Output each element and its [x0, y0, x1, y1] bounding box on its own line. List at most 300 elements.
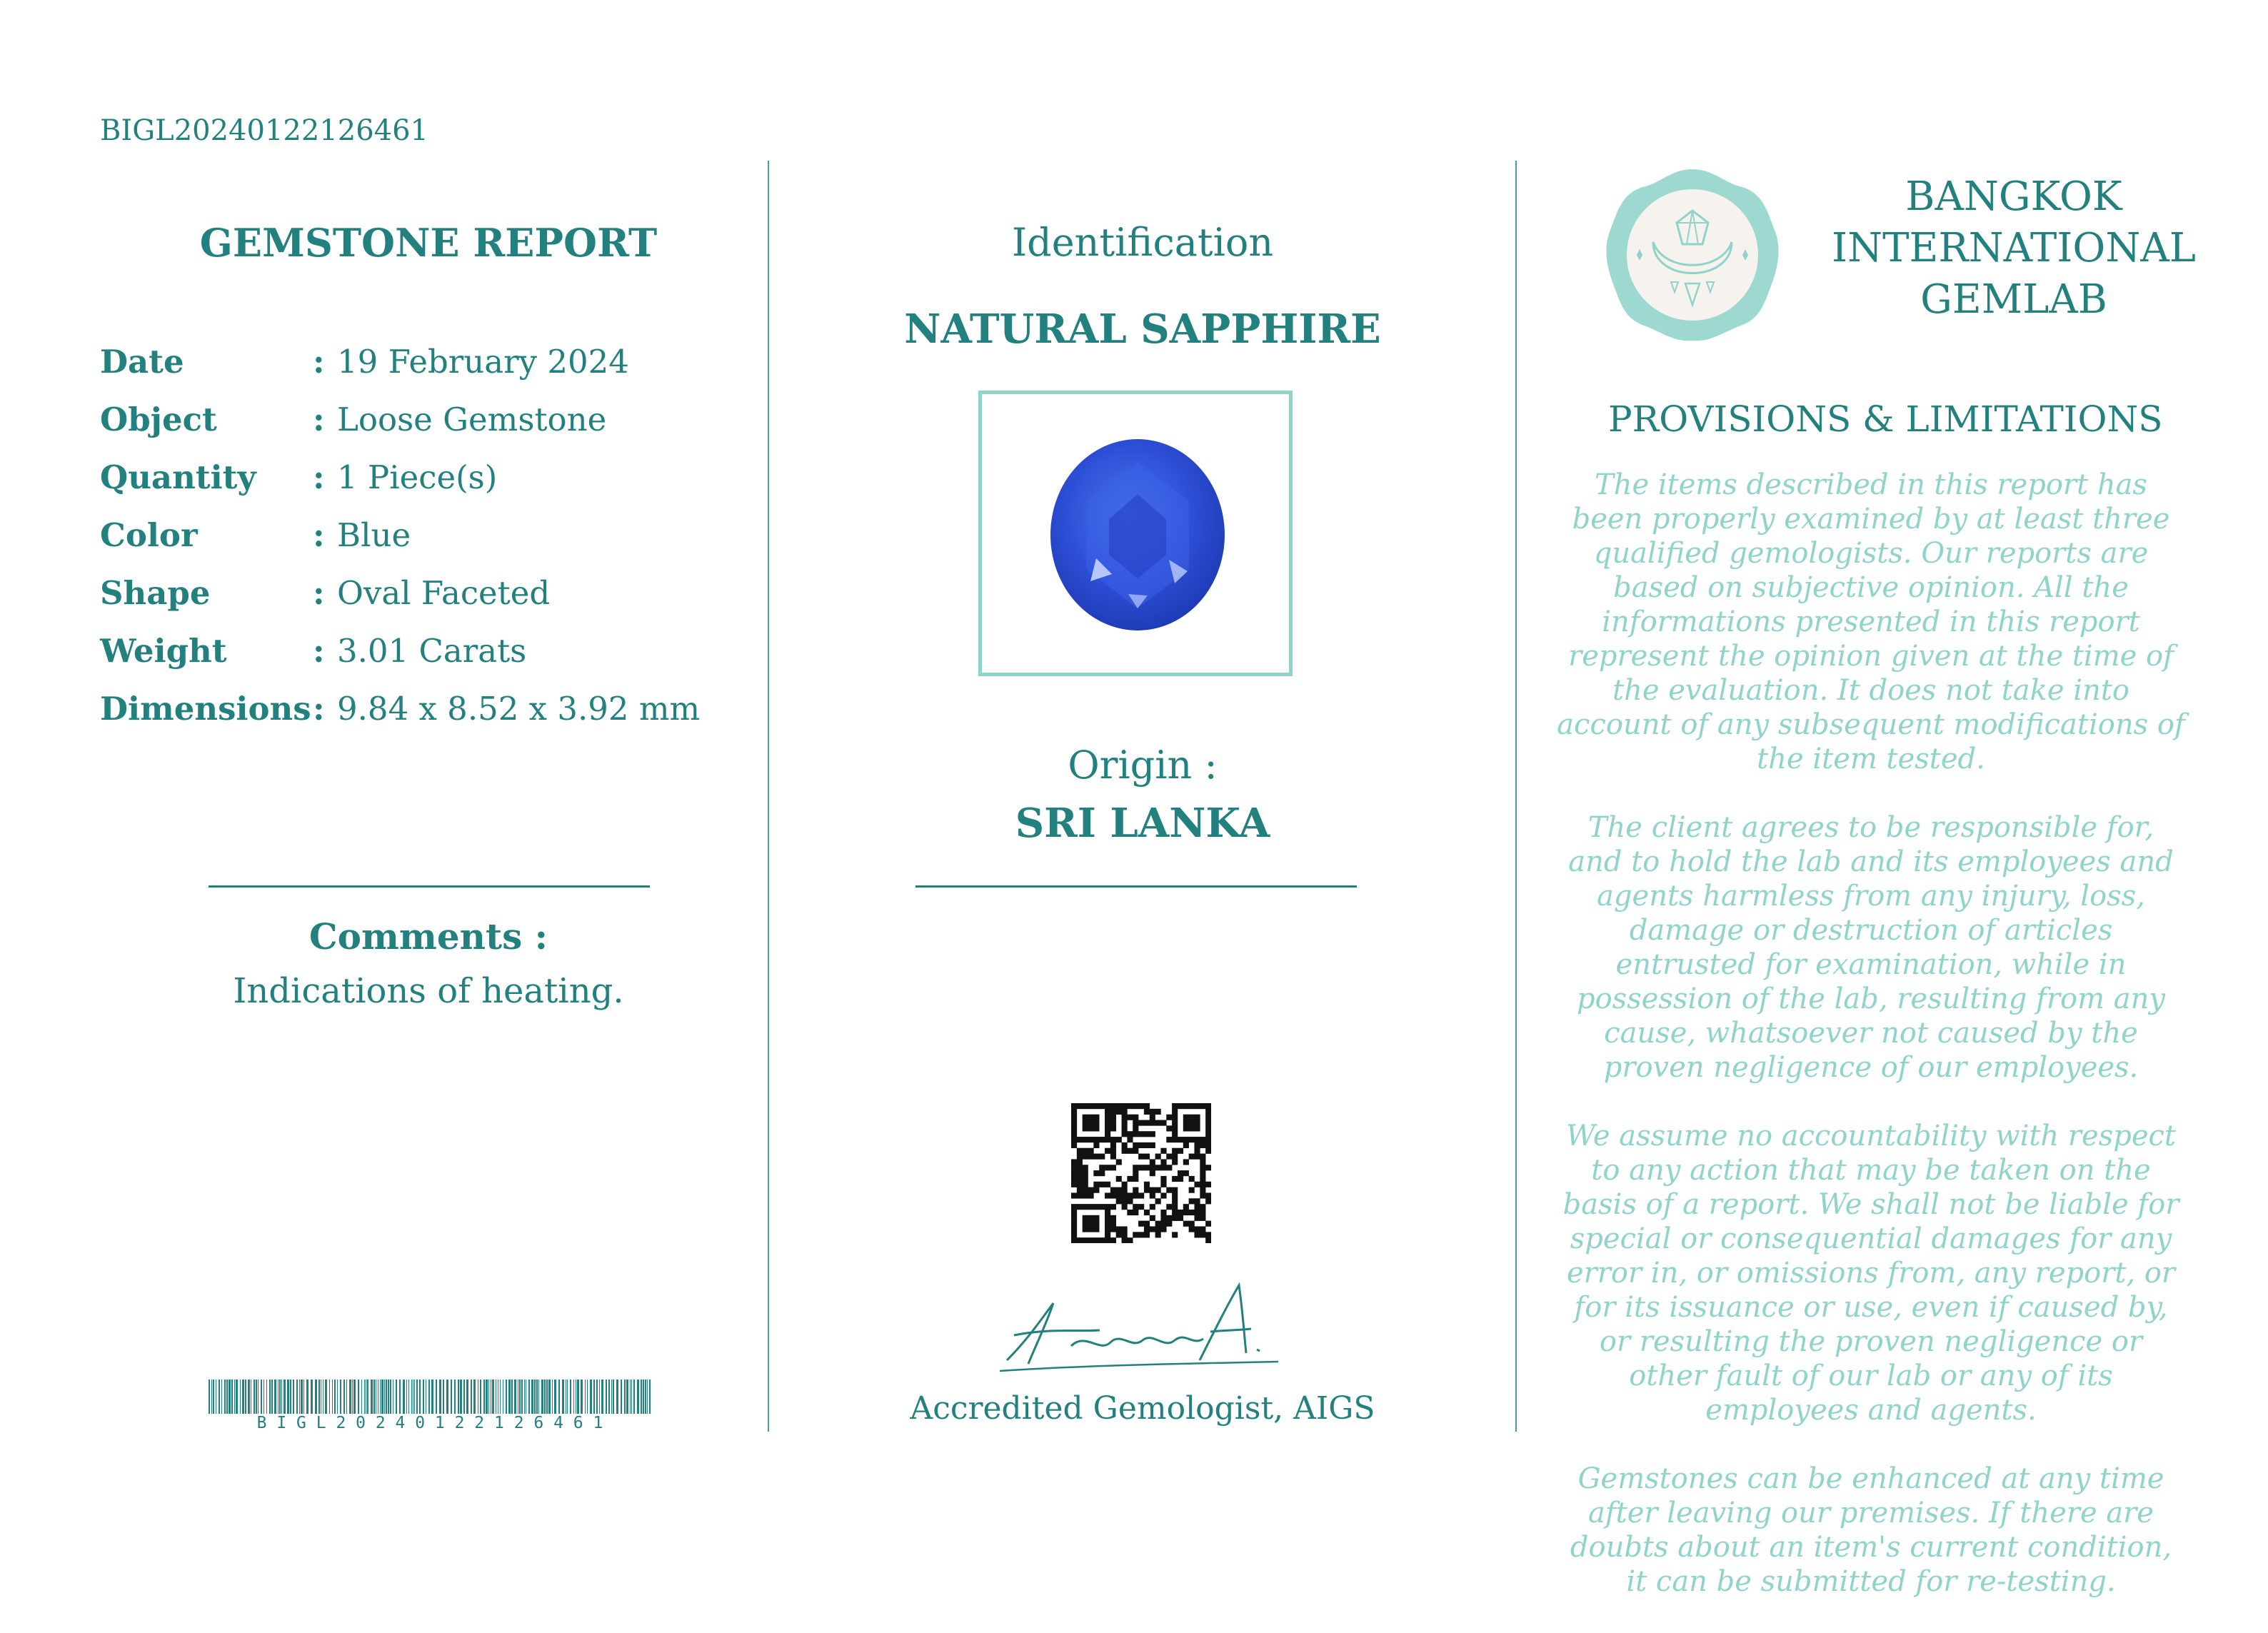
qr-module — [1200, 1192, 1205, 1198]
barcode-bar — [581, 1380, 583, 1414]
barcode-bar — [337, 1380, 338, 1414]
qr-module — [1088, 1115, 1094, 1120]
barcode-bar — [528, 1380, 530, 1414]
qr-module — [1205, 1221, 1211, 1227]
qr-module — [1144, 1103, 1150, 1109]
barcode-bar — [290, 1380, 291, 1414]
qr-module — [1189, 1103, 1195, 1109]
qr-module — [1110, 1165, 1116, 1170]
qr-module — [1183, 1159, 1189, 1165]
qr-module — [1133, 1148, 1138, 1154]
qr-module — [1110, 1187, 1116, 1193]
barcode-bar — [271, 1380, 273, 1414]
qr-module — [1138, 1142, 1144, 1148]
qr-module — [1172, 1232, 1178, 1237]
barcode-bar — [353, 1380, 356, 1414]
qr-module — [1160, 1159, 1166, 1165]
qr-module — [1077, 1237, 1083, 1243]
qr-module — [1172, 1115, 1178, 1120]
barcode-bar — [236, 1380, 238, 1414]
qr-module — [1110, 1215, 1116, 1221]
qr-module — [1133, 1103, 1138, 1109]
qr-module — [1071, 1159, 1077, 1165]
barcode-bar — [416, 1380, 418, 1414]
qr-module — [1172, 1204, 1178, 1210]
field-colon: : — [313, 574, 325, 612]
barcode-bar — [506, 1380, 507, 1414]
lab-name — [1828, 171, 2199, 326]
qr-module — [1122, 1125, 1128, 1131]
barcode-bar — [224, 1380, 226, 1414]
qr-module — [1205, 1182, 1211, 1187]
barcode-bar — [380, 1380, 381, 1414]
qr-module — [1205, 1125, 1211, 1131]
qr-module — [1183, 1170, 1189, 1176]
qr-module — [1116, 1226, 1122, 1232]
qr-module — [1083, 1165, 1088, 1170]
field-label: Object — [100, 401, 217, 438]
qr-module — [1110, 1148, 1116, 1154]
qr-module — [1077, 1159, 1083, 1165]
qr-module — [1138, 1165, 1144, 1170]
qr-module — [1166, 1125, 1172, 1131]
qr-module — [1110, 1125, 1116, 1131]
barcode-bar — [633, 1380, 635, 1414]
barcode-bar — [349, 1380, 351, 1414]
barcode-bar — [606, 1380, 607, 1414]
qr-module — [1133, 1176, 1138, 1182]
qr-module — [1105, 1221, 1110, 1227]
field-label: Color — [100, 516, 198, 554]
barcode-bar — [242, 1380, 244, 1414]
qr-module — [1133, 1142, 1138, 1148]
qr-module — [1194, 1103, 1200, 1109]
barcode-bar — [621, 1380, 622, 1414]
qr-module — [1155, 1198, 1161, 1204]
field-value: 3.01 Carats — [337, 632, 527, 670]
qr-module — [1160, 1148, 1166, 1154]
qr-module — [1166, 1115, 1172, 1120]
qr-module — [1194, 1226, 1200, 1232]
qr-module — [1144, 1182, 1150, 1187]
barcode-bar — [384, 1380, 385, 1414]
qr-module — [1144, 1232, 1150, 1237]
barcode-bar — [524, 1380, 525, 1414]
qr-module — [1144, 1187, 1150, 1193]
qr-module — [1088, 1192, 1094, 1198]
qr-module — [1194, 1125, 1200, 1131]
qr-module — [1110, 1115, 1116, 1120]
barcode-bar — [577, 1380, 579, 1414]
qr-module — [1071, 1142, 1077, 1148]
qr-module — [1172, 1176, 1178, 1182]
field-label: Weight — [100, 632, 227, 670]
lab-seal-logo — [1596, 166, 1789, 344]
qr-module — [1178, 1215, 1183, 1221]
barcode-bar — [647, 1380, 648, 1414]
qr-module — [1105, 1131, 1110, 1137]
barcode-bar — [573, 1380, 574, 1414]
barcode-bar — [226, 1380, 228, 1414]
barcode-bar — [423, 1380, 424, 1414]
qr-module — [1144, 1120, 1150, 1126]
qr-module — [1155, 1109, 1161, 1115]
qr-module — [1150, 1204, 1155, 1210]
qr-module — [1200, 1142, 1205, 1148]
qr-module — [1071, 1165, 1077, 1170]
provisions-text — [1557, 468, 2185, 1633]
qr-module — [1205, 1103, 1211, 1109]
barcode-bar — [593, 1380, 595, 1414]
qr-module — [1099, 1137, 1105, 1142]
qr-module — [1183, 1210, 1189, 1215]
qr-module — [1205, 1148, 1211, 1154]
barcode-bar — [281, 1380, 282, 1414]
barcode-bar — [279, 1380, 281, 1414]
qr-module — [1110, 1226, 1116, 1232]
barcode-bar — [624, 1380, 626, 1414]
qr-module — [1205, 1120, 1211, 1126]
qr-module — [1105, 1226, 1110, 1232]
qr-module — [1122, 1237, 1128, 1243]
barcode-bar — [364, 1380, 365, 1414]
qr-module — [1189, 1226, 1195, 1232]
qr-module — [1194, 1154, 1200, 1160]
qr-module — [1194, 1120, 1200, 1126]
qr-module — [1127, 1176, 1133, 1182]
barcode-bar — [269, 1380, 271, 1414]
qr-module — [1160, 1221, 1166, 1227]
qr-module — [1127, 1237, 1133, 1243]
barcode-bar — [613, 1380, 614, 1414]
qr-module — [1194, 1137, 1200, 1142]
qr-module — [1194, 1198, 1200, 1204]
qr-module — [1178, 1170, 1183, 1176]
barcode-bar — [367, 1380, 368, 1414]
barcode-bar — [521, 1380, 523, 1414]
barcode-bar — [274, 1380, 276, 1414]
qr-module — [1083, 1221, 1088, 1227]
qr-module — [1122, 1182, 1128, 1187]
qr-module — [1200, 1210, 1205, 1215]
qr-module — [1150, 1170, 1155, 1176]
barcode-bar — [480, 1380, 481, 1414]
barcode-bar — [318, 1380, 320, 1414]
qr-module — [1172, 1120, 1178, 1126]
comments-divider — [209, 885, 650, 888]
qr-module — [1150, 1120, 1155, 1126]
barcode-bar — [371, 1380, 373, 1414]
barcode-bar — [428, 1380, 430, 1414]
qr-module — [1160, 1226, 1166, 1232]
qr-module — [1093, 1182, 1099, 1187]
qr-module — [1088, 1226, 1094, 1232]
barcode-bar — [213, 1380, 214, 1414]
barcode-bar — [419, 1380, 421, 1414]
qr-module — [1133, 1187, 1138, 1193]
qr-module — [1205, 1115, 1211, 1120]
qr-module — [1166, 1154, 1172, 1160]
qr-module — [1155, 1187, 1161, 1193]
qr-module — [1178, 1137, 1183, 1142]
qr-module — [1172, 1215, 1178, 1221]
barcode-bar — [483, 1380, 485, 1414]
qr-module — [1127, 1137, 1133, 1142]
qr-module — [1116, 1198, 1122, 1204]
qr-module — [1144, 1109, 1150, 1115]
barcode-bar — [514, 1380, 516, 1414]
qr-module — [1077, 1204, 1083, 1210]
qr-module — [1133, 1125, 1138, 1131]
qr-module — [1200, 1232, 1205, 1237]
barcode — [207, 1380, 653, 1414]
qr-module — [1105, 1165, 1110, 1170]
qr-module — [1172, 1103, 1178, 1109]
barcode-bar — [311, 1380, 313, 1414]
qr-module — [1110, 1103, 1116, 1109]
barcode-bar — [414, 1380, 415, 1414]
barcode-bar — [641, 1380, 642, 1414]
qr-module — [1088, 1125, 1094, 1131]
qr-module — [1200, 1165, 1205, 1170]
origin-divider — [915, 885, 1357, 888]
qr-module — [1183, 1120, 1189, 1126]
qr-module — [1105, 1182, 1110, 1187]
qr-module — [1205, 1131, 1211, 1137]
qr-module — [1105, 1204, 1110, 1210]
qr-module — [1183, 1137, 1189, 1142]
qr-module — [1099, 1154, 1105, 1160]
qr-module — [1138, 1154, 1144, 1160]
qr-module — [1077, 1165, 1083, 1170]
barcode-bar — [358, 1380, 359, 1414]
qr-code — [1071, 1103, 1211, 1243]
qr-module — [1093, 1154, 1099, 1160]
qr-module — [1093, 1204, 1099, 1210]
barcode-bar — [567, 1380, 568, 1414]
qr-module — [1178, 1148, 1183, 1154]
barcode-bar — [306, 1380, 308, 1414]
qr-module — [1200, 1176, 1205, 1182]
qr-module — [1144, 1131, 1150, 1137]
barcode-bar — [248, 1380, 250, 1414]
barcode-bar — [508, 1380, 511, 1414]
barcode-bar — [446, 1380, 448, 1414]
qr-module — [1083, 1170, 1088, 1176]
barcode-bar — [492, 1380, 494, 1414]
barcode-bar — [631, 1380, 632, 1414]
qr-module — [1071, 1170, 1077, 1176]
barcode-bar — [552, 1380, 553, 1414]
qr-module — [1133, 1120, 1138, 1126]
qr-module — [1122, 1148, 1128, 1154]
qr-module — [1071, 1192, 1077, 1198]
qr-module — [1200, 1159, 1205, 1165]
qr-module — [1172, 1159, 1178, 1165]
qr-module — [1071, 1215, 1077, 1221]
barcode-bar — [352, 1380, 353, 1414]
origin-label: Origin : — [1068, 743, 1218, 788]
qr-module — [1155, 1221, 1161, 1227]
qr-module — [1093, 1221, 1099, 1227]
qr-module — [1083, 1215, 1088, 1221]
qr-module — [1122, 1109, 1128, 1115]
qr-module — [1093, 1187, 1099, 1193]
qr-module — [1077, 1137, 1083, 1142]
divider-left — [768, 161, 769, 1432]
barcode-bar — [431, 1380, 433, 1414]
qr-module — [1205, 1237, 1211, 1243]
qr-module — [1194, 1215, 1200, 1221]
qr-module — [1160, 1192, 1166, 1198]
barcode-bar — [608, 1380, 610, 1414]
barcode-bar — [390, 1380, 391, 1414]
qr-module — [1155, 1120, 1161, 1126]
qr-module — [1122, 1192, 1128, 1198]
qr-module — [1205, 1137, 1211, 1142]
qr-module — [1150, 1187, 1155, 1193]
gem-photo — [982, 394, 1289, 673]
qr-module — [1155, 1165, 1161, 1170]
barcode-bar — [554, 1380, 556, 1414]
barcode-bar — [471, 1380, 472, 1414]
barcode-bar — [544, 1380, 546, 1414]
qr-module — [1200, 1187, 1205, 1193]
qr-module — [1122, 1187, 1128, 1193]
qr-module — [1122, 1232, 1128, 1237]
identification-label: Identification — [1011, 220, 1274, 265]
qr-module — [1071, 1109, 1077, 1115]
origin-value: SRI LANKA — [1015, 800, 1270, 847]
field-colon: : — [313, 343, 325, 381]
qr-module — [1138, 1131, 1144, 1137]
qr-module — [1150, 1109, 1155, 1115]
qr-module — [1105, 1115, 1110, 1120]
field-colon: : — [313, 690, 325, 728]
field-value: Oval Faceted — [337, 574, 551, 612]
qr-module — [1133, 1232, 1138, 1237]
qr-module — [1122, 1226, 1128, 1232]
qr-module — [1093, 1115, 1099, 1120]
qr-module — [1110, 1120, 1116, 1126]
barcode-bar — [534, 1380, 536, 1414]
barcode-bar — [454, 1380, 456, 1414]
barcode-bar — [443, 1380, 444, 1414]
qr-module — [1105, 1215, 1110, 1221]
barcode-bar — [261, 1380, 262, 1414]
barcode-bar — [649, 1380, 651, 1414]
barcode-bar — [439, 1380, 441, 1414]
qr-module — [1189, 1176, 1195, 1182]
field-label: Date — [100, 343, 184, 381]
qr-module — [1071, 1120, 1077, 1126]
qr-module — [1105, 1232, 1110, 1237]
qr-module — [1160, 1165, 1166, 1170]
qr-module — [1194, 1182, 1200, 1187]
qr-module — [1178, 1103, 1183, 1109]
barcode-bar — [361, 1380, 362, 1414]
qr-module — [1099, 1165, 1105, 1170]
qr-module — [1138, 1192, 1144, 1198]
qr-module — [1071, 1226, 1077, 1232]
qr-module — [1093, 1142, 1099, 1148]
qr-module — [1116, 1192, 1122, 1198]
qr-module — [1071, 1137, 1077, 1142]
qr-module — [1189, 1115, 1195, 1120]
qr-module — [1172, 1192, 1178, 1198]
qr-module — [1138, 1120, 1144, 1126]
barcode-bar — [538, 1380, 539, 1414]
qr-module — [1105, 1210, 1110, 1215]
qr-module — [1166, 1187, 1172, 1193]
qr-module — [1093, 1137, 1099, 1142]
field-label: Quantity — [100, 458, 256, 496]
qr-module — [1105, 1120, 1110, 1126]
qr-module — [1083, 1125, 1088, 1131]
qr-module — [1172, 1187, 1178, 1193]
qr-module — [1099, 1237, 1105, 1243]
qr-module — [1110, 1221, 1116, 1227]
barcode-bar — [329, 1380, 330, 1414]
qr-module — [1166, 1204, 1172, 1210]
barcode-bar — [315, 1380, 317, 1414]
qr-module — [1166, 1215, 1172, 1221]
qr-module — [1194, 1204, 1200, 1210]
barcode-bar — [630, 1380, 631, 1414]
qr-module — [1127, 1148, 1133, 1154]
qr-module — [1127, 1103, 1133, 1109]
barcode-bar — [293, 1380, 294, 1414]
provision-paragraph: We assume no accountability with respect to any action that may be taken on the basis of a report. We shall not be liable for special or consequential damages for any error in, or omissions from, any report, or for its issuance or use, even if caused by, or resulting the proven negligence or other fault of our lab or any of its employees and agents. — [1562, 1120, 2179, 1427]
provision-paragraph: The items described in this report has been properly examined by at least three qualified gemologists. Our reports are based on subjective opinion. All the informations presented in this report represent the opinion given at the time of the evaluation. It does not take into account of any subsequent modifications of the item tested. — [1557, 468, 2185, 775]
barcode-bar — [411, 1380, 412, 1414]
divider-right — [1515, 161, 1517, 1432]
barcode-bar — [287, 1380, 289, 1414]
barcode-bar — [231, 1380, 233, 1414]
qr-module — [1160, 1210, 1166, 1215]
field-value: 19 February 2024 — [337, 343, 629, 381]
qr-module — [1150, 1165, 1155, 1170]
barcode-bar — [399, 1380, 401, 1414]
barcode-bar — [546, 1380, 548, 1414]
qr-module — [1183, 1204, 1189, 1210]
qr-module — [1172, 1148, 1178, 1154]
barcode-bar — [219, 1380, 220, 1414]
barcode-bar — [234, 1380, 235, 1414]
qr-module — [1166, 1221, 1172, 1227]
qr-module — [1122, 1103, 1128, 1109]
barcode-bar — [637, 1380, 639, 1414]
field-colon: : — [313, 458, 325, 496]
qr-module — [1150, 1142, 1155, 1148]
qr-module — [1122, 1142, 1128, 1148]
qr-module — [1133, 1115, 1138, 1120]
qr-module — [1093, 1103, 1099, 1109]
qr-module — [1083, 1148, 1088, 1154]
barcode-bar — [340, 1380, 341, 1414]
qr-module — [1122, 1198, 1128, 1204]
qr-module — [1110, 1192, 1116, 1198]
barcode-bar — [240, 1380, 241, 1414]
qr-module — [1205, 1232, 1211, 1237]
barcode-bar — [332, 1380, 333, 1414]
qr-module — [1194, 1210, 1200, 1215]
barcode-bar — [585, 1380, 586, 1414]
qr-module — [1183, 1115, 1189, 1120]
barcode-bar — [643, 1380, 644, 1414]
qr-module — [1144, 1210, 1150, 1215]
qr-module — [1160, 1176, 1166, 1182]
